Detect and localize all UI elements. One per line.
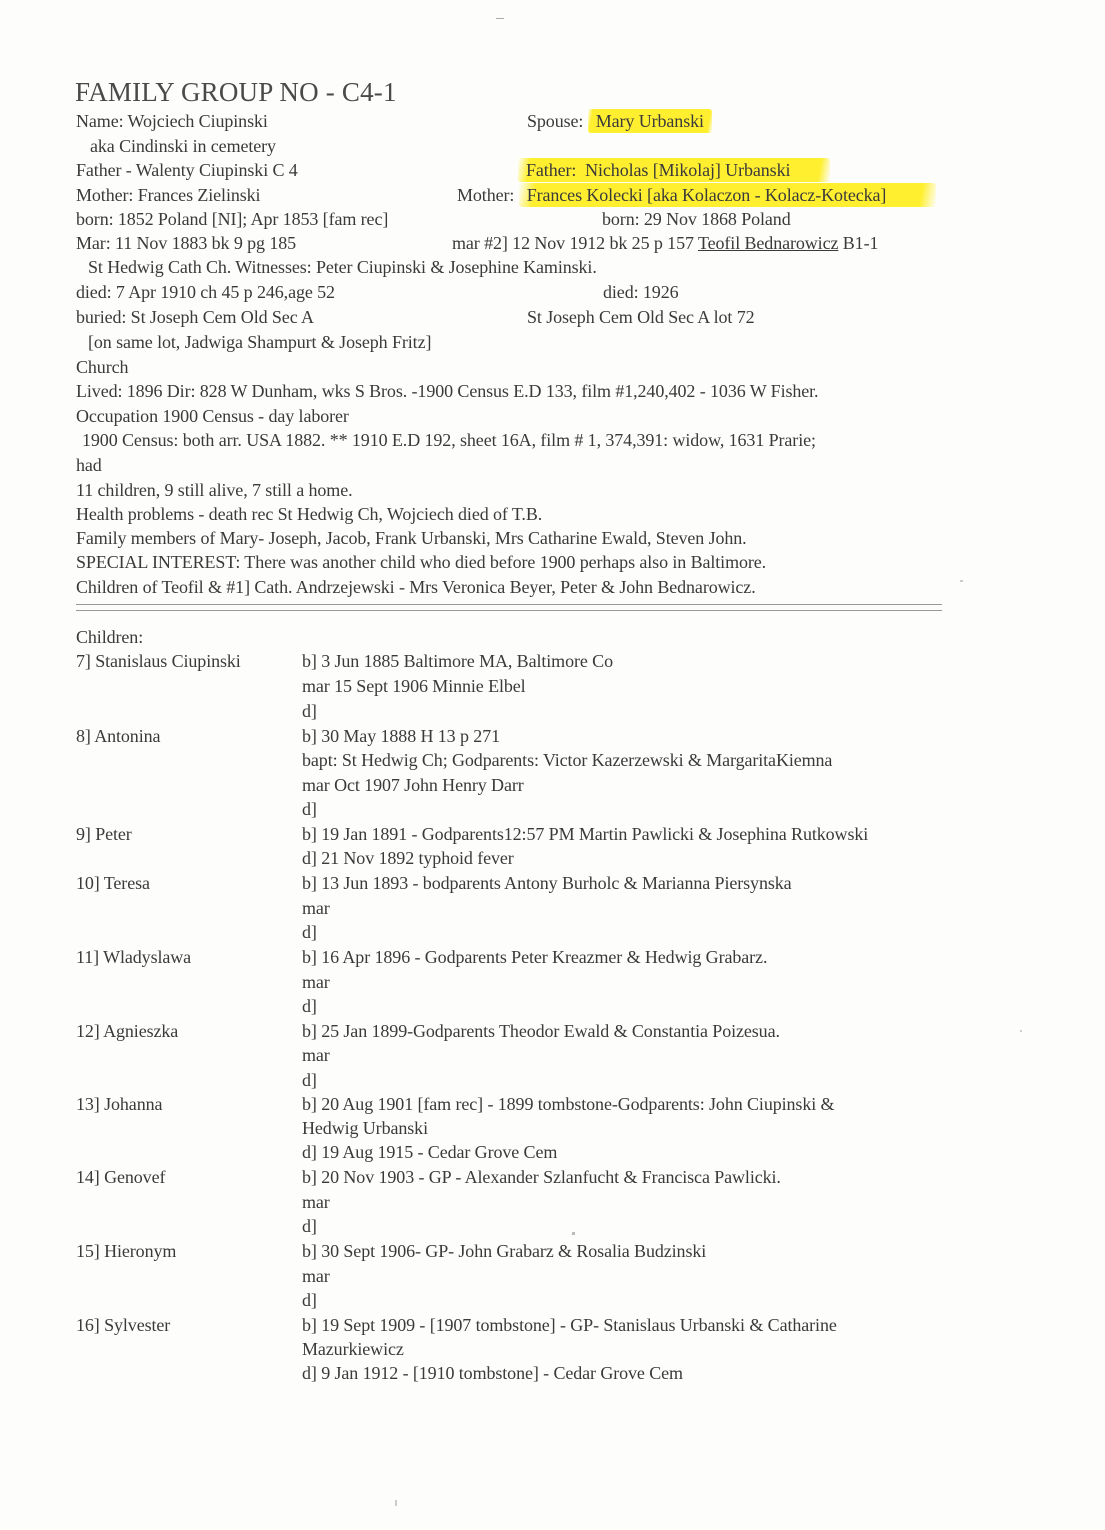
buried-line: buried: St Joseph Cem Old Sec A xyxy=(76,307,314,327)
child-detail: b] 20 Nov 1903 - GP - Alexander Szlanfucht & Francisca Pawlicki. xyxy=(302,1167,781,1187)
spouse-marriage2-name: Teofil Bednarowicz xyxy=(697,233,839,253)
child-detail: b] 16 Apr 1896 - Godparents Peter Kreazmer & Hedwig Grabarz. xyxy=(302,947,768,967)
marriage-line: Mar: 11 Nov 1883 bk 9 pg 185 xyxy=(76,233,297,253)
child-name: 13] Johanna xyxy=(76,1094,163,1114)
child-detail: Mazurkiewicz xyxy=(302,1339,404,1359)
double-rule-divider xyxy=(76,604,942,611)
note-line: 1900 Census: both arr. USA 1882. ** 1910 E.D 192, sheet 16A, film # 1, 374,391: widow, 1631 Prarie; xyxy=(82,430,816,450)
spouse-father-line xyxy=(518,159,830,181)
name-line: Name: Wojciech Ciupinski xyxy=(76,111,268,131)
child-name: 11] Wladyslawa xyxy=(76,947,192,967)
spouse-mother-label: Mother: xyxy=(457,185,515,205)
child-name: 16] Sylvester xyxy=(76,1315,171,1335)
note-line: Occupation 1900 Census - day laborer xyxy=(76,406,349,426)
child-detail: d] xyxy=(302,701,317,721)
child-name: 15] Hieronym xyxy=(76,1241,177,1261)
spouse-father-name: Nicholas [Mikolaj] Urbanski xyxy=(585,160,791,180)
born-line: born: 1852 Poland [NI]; Apr 1853 [fam rec] xyxy=(76,209,389,229)
spouse-mother-name: Frances Kolecki [aka Kolaczon - Kolacz-Kotecka] xyxy=(519,183,937,207)
child-detail: b] 20 Aug 1901 [fam rec] - 1899 tombstone-Godparents: John Ciupinski & xyxy=(302,1094,835,1114)
child-name: 9] Peter xyxy=(76,824,132,844)
child-detail: mar xyxy=(302,898,330,918)
child-detail: b] 19 Sept 1909 - [1907 tombstone] - GP- Stanislaus Urbanski & Catharine xyxy=(302,1315,837,1335)
church-line: Church xyxy=(76,357,129,377)
note-line: Health problems - death rec St Hedwig Ch, Wojciech died of T.B. xyxy=(76,504,543,524)
child-detail: d] 21 Nov 1892 typhoid fever xyxy=(302,848,514,868)
child-detail: b] 30 May 1888 H 13 p 271 xyxy=(302,726,500,746)
spouse-marriage2-suffix: B1-1 xyxy=(842,233,879,253)
child-detail: b] 19 Jan 1891 - Godparents12:57 PM Martin Pawlicki & Josephina Rutkowski xyxy=(302,824,869,844)
child-name: 12] Agnieszka xyxy=(76,1021,179,1041)
child-name: 10] Teresa xyxy=(76,873,150,893)
spouse-mother-line xyxy=(457,184,936,206)
spouse-buried-line: St Joseph Cem Old Sec A lot 72 xyxy=(527,307,755,327)
note-line: 11 children, 9 still alive, 7 still a home. xyxy=(76,480,353,500)
died-line: died: 7 Apr 1910 ch 45 p 246,age 52 xyxy=(76,282,335,302)
child-detail: mar xyxy=(302,1266,330,1286)
page-title: FAMILY GROUP NO - C4-1 xyxy=(75,77,397,107)
spouse-label: Spouse: xyxy=(527,111,584,131)
spouse-name: Mary Urbanski xyxy=(588,109,712,133)
spouse-marriage2-prefix: mar #2] 12 Nov 1912 bk 25 p 157 xyxy=(452,233,694,253)
child-detail: mar 15 Sept 1906 Minnie Elbel xyxy=(302,676,526,696)
spouse-line xyxy=(527,110,712,132)
child-detail: d] xyxy=(302,1216,317,1236)
scan-speck xyxy=(395,1500,397,1506)
child-name: 14] Genovef xyxy=(76,1167,166,1187)
child-detail: mar Oct 1907 John Henry Darr xyxy=(302,775,524,795)
child-detail: mar xyxy=(302,1192,330,1212)
child-detail: d] xyxy=(302,1290,317,1310)
child-detail: d] xyxy=(302,922,317,942)
child-detail: bapt: St Hedwig Ch; Godparents: Victor Kazerzewski & MargaritaKiemna xyxy=(302,750,833,770)
child-name: 8] Antonina xyxy=(76,726,161,746)
child-detail: b] 30 Sept 1906- GP- John Grabarz & Rosalia Budzinski xyxy=(302,1241,707,1261)
note-line: Children of Teofil & #1] Cath. Andrzejewski - Mrs Veronica Beyer, Peter & John Bednarowicz. xyxy=(76,577,756,597)
child-detail: d] 9 Jan 1912 - [1910 tombstone] - Cedar Grove Cem xyxy=(302,1363,683,1383)
child-detail: d] xyxy=(302,996,317,1016)
child-detail: d] 19 Aug 1915 - Cedar Grove Cem xyxy=(302,1142,558,1162)
mother-line: Mother: Frances Zielinski xyxy=(76,185,261,205)
child-detail: b] 3 Jun 1885 Baltimore MA, Baltimore Co xyxy=(302,651,613,671)
child-detail: b] 25 Jan 1899-Godparents Theodor Ewald & Constantia Poizesua. xyxy=(302,1021,780,1041)
spouse-marriage2-line xyxy=(452,232,878,254)
child-detail: mar xyxy=(302,1045,330,1065)
note-line: Family members of Mary- Joseph, Jacob, Frank Urbanski, Mrs Catharine Ewald, Steven John. xyxy=(76,528,747,548)
child-detail: d] xyxy=(302,1070,317,1090)
child-detail: Hedwig Urbanski xyxy=(302,1118,428,1138)
child-name: 7] Stanislaus Ciupinski xyxy=(76,651,241,671)
father-line: Father - Walenty Ciupinski C 4 xyxy=(76,160,298,180)
scan-speck xyxy=(960,580,963,582)
child-detail: b] 13 Jun 1893 - bodparents Antony Burholc & Marianna Piersynska xyxy=(302,873,792,893)
scan-speck xyxy=(1020,1030,1022,1032)
note-line: had xyxy=(76,455,102,475)
marriage-witness-line: St Hedwig Cath Ch. Witnesses: Peter Ciupinski & Josephine Kaminski. xyxy=(88,257,597,277)
note-line: Lived: 1896 Dir: 828 W Dunham, wks S Bros. -1900 Census E.D 133, film #1,240,402 - 1036 W Fisher. xyxy=(76,381,819,401)
spouse-born-line: born: 29 Nov 1868 Poland xyxy=(602,209,791,229)
child-detail: d] xyxy=(302,799,317,819)
spouse-died-line: died: 1926 xyxy=(603,282,679,302)
aka-line: aka Cindinski in cemetery xyxy=(90,136,276,156)
children-heading: Children: xyxy=(76,627,144,647)
note-line: SPECIAL INTEREST: There was another child who died before 1900 perhaps also in Baltimore. xyxy=(76,552,767,572)
same-lot-line: [on same lot, Jadwiga Shampurt & Joseph Fritz] xyxy=(88,332,432,352)
scan-speck xyxy=(572,1232,575,1235)
scan-speck xyxy=(496,18,504,19)
spouse-father-label: Father: xyxy=(526,160,577,180)
child-detail: mar xyxy=(302,972,330,992)
